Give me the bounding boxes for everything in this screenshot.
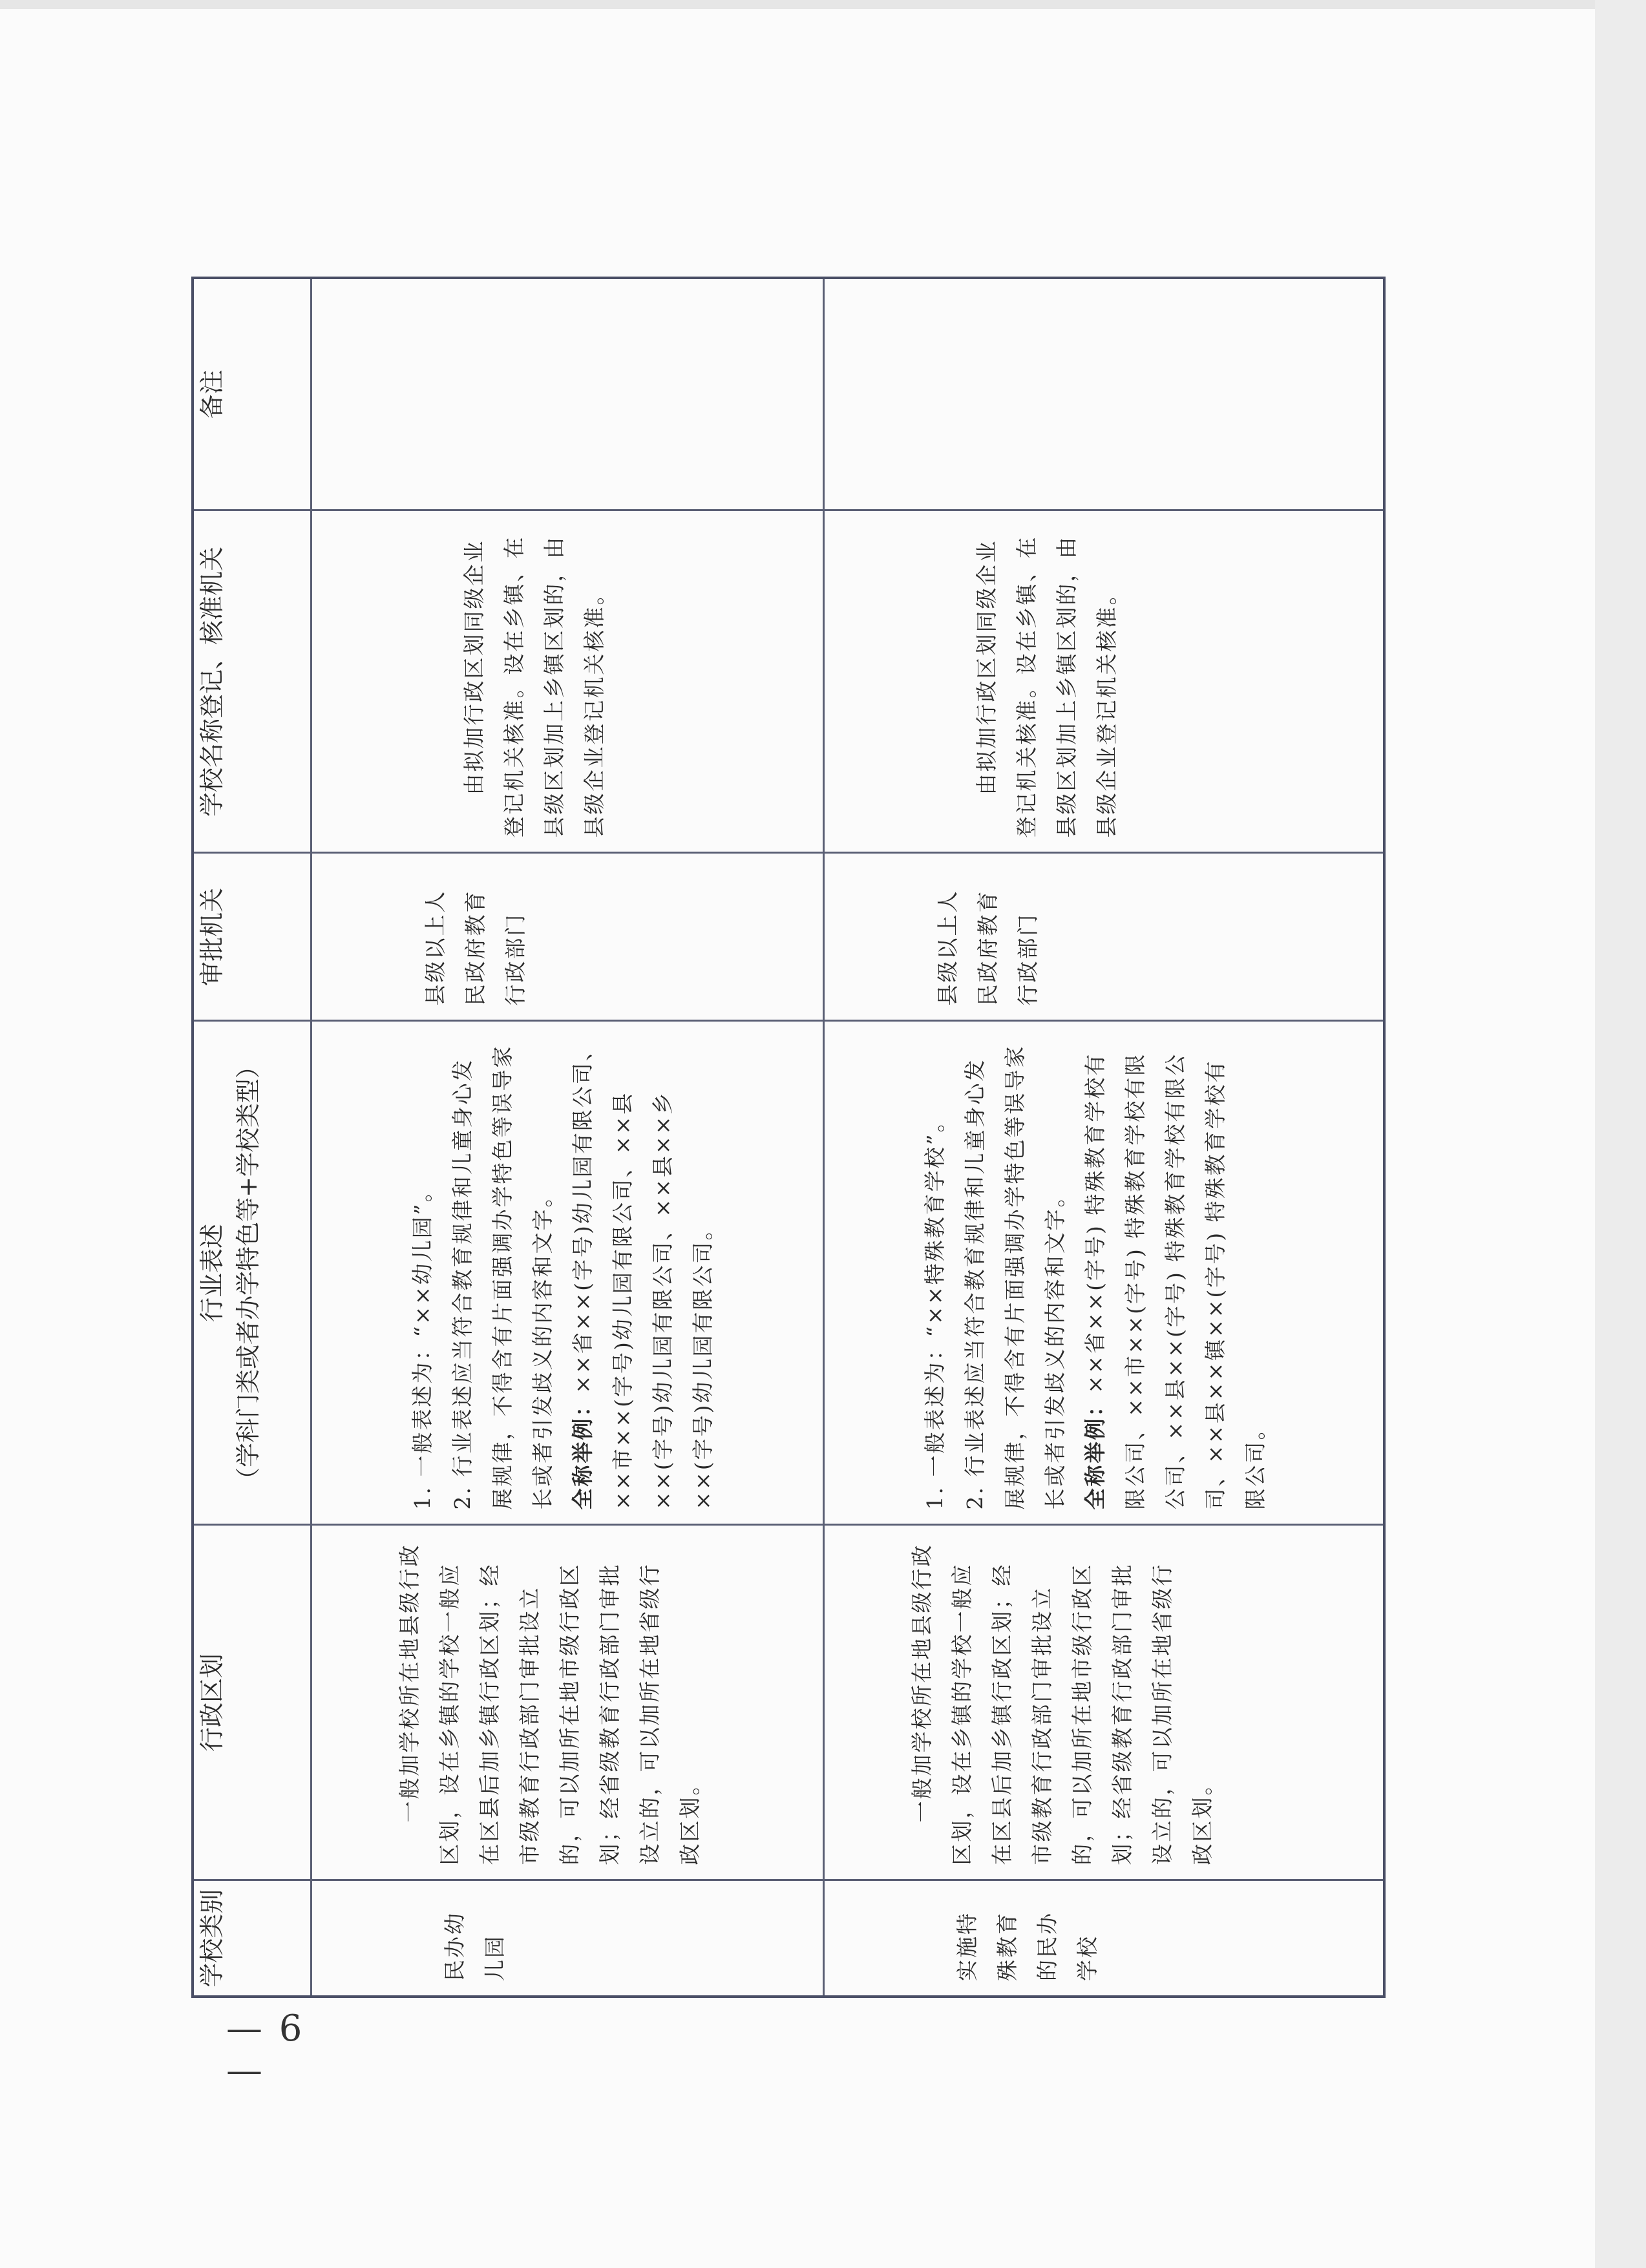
page-number: — 6 —: [226, 2008, 305, 2092]
industry-cell: [311, 1021, 824, 1525]
registration-text: 由拟加行政区划同级企业登记机关核准。设在乡镇、在县级区划加上乡镇区划的，由县级企业登记机关核准。: [974, 535, 1120, 838]
header-authority: 审批机关: [193, 853, 311, 1021]
scan-right-edge: [1595, 0, 1646, 2268]
registration-cell: [311, 510, 824, 853]
category-text: 实施特殊教育的民办学校: [955, 1911, 1101, 1981]
industry-text: [312, 1022, 741, 1524]
region-cell: [824, 1525, 1384, 1880]
authority-cell: [311, 853, 824, 1021]
rotated-table-wrapper: [191, 279, 1386, 1998]
example-text: ××省××(字号) 特殊教育学校有限公司、××市××(字号) 特殊教育学校有限公司、××县××(字号) 特殊教育学校有限公司、××县××镇××(字号) 特殊教育学校有限公司。: [1082, 1052, 1269, 1510]
example-label: 全称举例：: [1082, 1393, 1108, 1510]
authority-text: 县级以上人民政府教育行政部门: [423, 889, 528, 1006]
header-industry: [193, 1021, 311, 1525]
scan-top-edge: [0, 0, 1646, 9]
industry-text: [825, 1022, 1294, 1524]
school-naming-table: [191, 277, 1386, 1998]
industry-example: [1075, 1036, 1276, 1510]
authority-cell: [824, 853, 1384, 1021]
note-cell: [824, 278, 1384, 510]
table-row: [824, 278, 1384, 1997]
industry-line-2: 2. 行业表述应当符合教育规律和儿童身心发展规律，不得含有片面强调办学特色等误导家长或者引发歧义的内容和文字。: [450, 1044, 555, 1510]
region-text: 一般加学校所在地县级行政区划，设在乡镇的学校一般应在区县后加乡镇行政区划；经市级教育行政部门审批设立的，可以加所在地市级行政区划；经省级教育行政部门审批设立的，可以加所在地省级行政区划。: [397, 1543, 702, 1865]
industry-line-1: 1. 一般表述为：“××幼儿园”。: [410, 1179, 435, 1510]
note-text: [312, 279, 348, 510]
note-cell: [311, 278, 824, 510]
header-industry-sub: （学科门类或者办学特色等+学校类型）: [234, 1054, 262, 1492]
table-row: [311, 278, 824, 1997]
note-text: [825, 279, 861, 510]
region-cell: [311, 1525, 824, 1880]
header-note: 备注: [193, 278, 311, 510]
header-registration: 学校名称登记、核准机关: [193, 510, 311, 853]
registration-text: 由拟加行政区划同级企业登记机关核准。设在乡镇、在县级区划加上乡镇区划的，由县级企业登记机关核准。: [461, 535, 607, 838]
industry-cell: [824, 1021, 1384, 1525]
category-text: 民办幼儿园: [442, 1911, 507, 1981]
header-industry-title: 行业表述: [198, 1224, 226, 1323]
authority-text: 县级以上人民政府教育行政部门: [935, 889, 1041, 1006]
header-category: 学校类别: [193, 1880, 311, 1997]
category-cell: [824, 1880, 1384, 1997]
industry-line-2: 2. 行业表述应当符合教育规律和儿童身心发展规律，不得含有片面强调办学特色等误导家长或者引发歧义的内容和文字。: [962, 1044, 1068, 1510]
region-text: 一般加学校所在地县级行政区划，设在乡镇的学校一般应在区县后加乡镇行政区划；经市级教育行政部门审批设立的，可以加所在地市级行政区划；经省级教育行政部门审批设立的，可以加所在地省级行政区划。: [909, 1543, 1216, 1865]
header-row: [193, 278, 311, 1997]
industry-line-1: 1. 一般表述为：“××特殊教育学校”。: [922, 1109, 948, 1510]
category-cell: [311, 1880, 824, 1997]
registration-cell: [824, 510, 1384, 853]
header-region: 行政区划: [193, 1525, 311, 1880]
example-label: 全称举例：: [570, 1393, 595, 1510]
industry-example: [563, 1036, 723, 1510]
example-text: ××省××(字号)幼儿园有限公司、××市××(字号)幼儿园有限公司、××县××(字号)幼儿园有限公司、××县××乡××(字号)幼儿园有限公司。: [570, 1038, 715, 1510]
